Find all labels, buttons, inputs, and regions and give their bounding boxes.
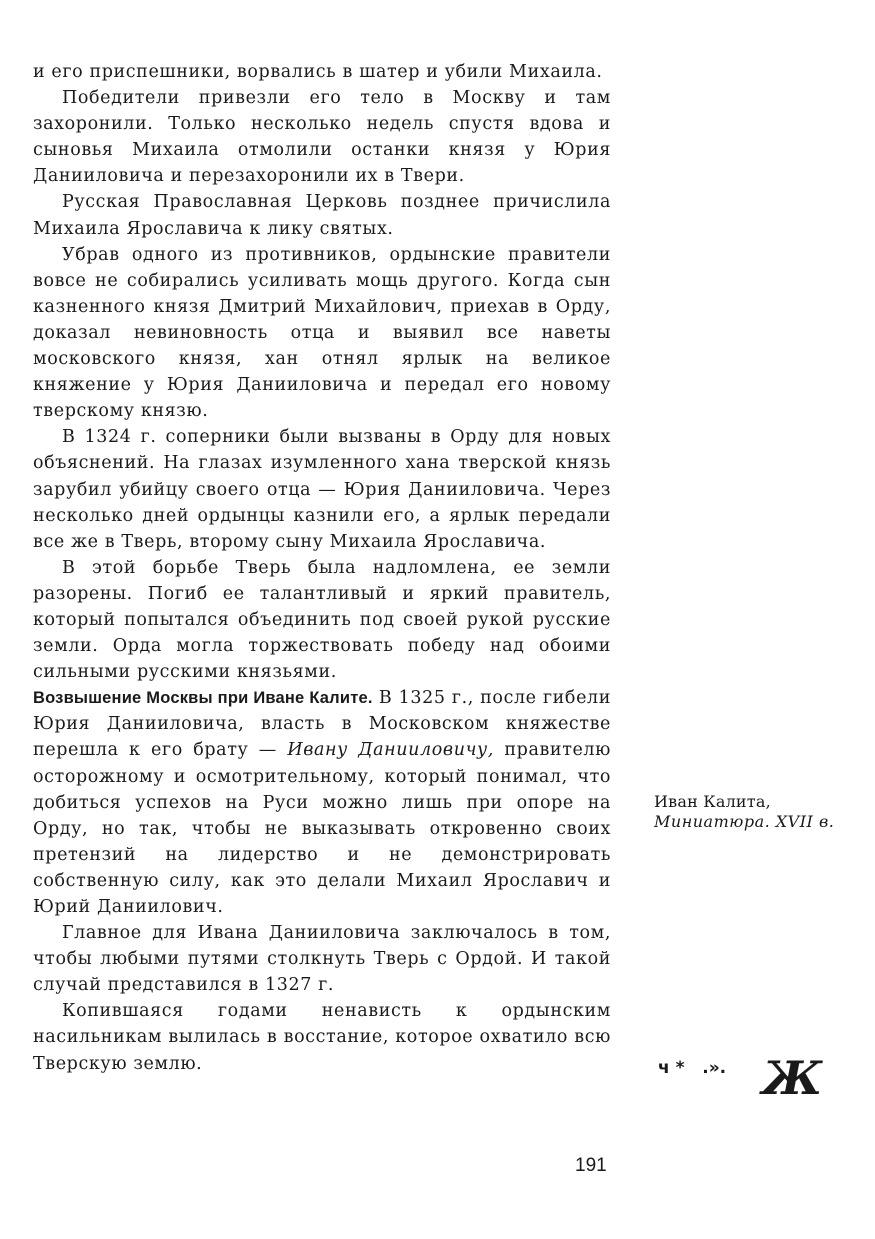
- paragraph-2: Победители привезли его тело в Москву и там захоронили. Только несколько недель спустя вдова и сыновья Михаила отмолили останки князя у Юрия Данииловича и перезахоронили их в Твери.: [33, 88, 611, 187]
- paragraph-9: Копившаяся годами ненависть к ордынским насильникам вылилась в восстание, которое охватило всю Тверскую землю.: [33, 1001, 611, 1074]
- section-heading: Возвышение Москвы при Иване Калите.: [33, 689, 373, 708]
- paragraph-1: и его приспешники, ворвались в шатер и убили Михаила.: [33, 62, 603, 82]
- caption-subtitle: Миниатюра. XVII в.: [654, 812, 835, 831]
- paragraph-3: Русская Православная Церковь позднее причислила Михаила Ярославича к лику святых.: [33, 192, 611, 239]
- scan-artifact-marks: ч * .».: [658, 1058, 727, 1078]
- paragraph-7-name: Ивану Данииловичу,: [287, 740, 494, 761]
- paragraph-4: Убрав одного из противников, ордынские правители вовсе не собирались усиливать мощь другого. Когда сын казненного князя Дмитрий Михайлович, приехав в Орду, доказал невиновность отца и выявил все наветы московского князя, хан отнял ярлык на великое княжение у Юрия Данииловича и передал его новому тверскому князю.: [33, 244, 611, 422]
- paragraph-7-lead: В 1325 г., после гибели Юрия Данииловича, власть в Московском княжестве перешла к его брату —: [33, 688, 612, 761]
- paragraph-5: В 1324 г. соперники были вызваны в Орду для новых объяснений. На глазах изумленного хана тверской князь зарубил убийцу своего отца — Юрия Данииловича. Через несколько дней ордынцы казнили его, а ярлык передали все же в Тверь, второму сыну Михаила Ярославича.: [33, 427, 611, 552]
- illustration-caption: [654, 792, 834, 832]
- main-text-column: [33, 59, 611, 1077]
- page-number: 191: [575, 1155, 607, 1176]
- paragraph-8: Главное для Ивана Данииловича заключалось в том, чтобы любыми путями столкнуть Тверь с Ордой. И такой случай представился в 1327 г.: [33, 923, 611, 996]
- paragraph-6: В этой борьбе Тверь была надломлена, ее земли разорены. Погиб ее талантливый и яркий правитель, который попытался объединить под своей рукой русские земли. Орда могла торжествовать победу над обоими сильными русскими князьями.: [33, 557, 611, 683]
- paragraph-7-rest: правителю осторожному и осмотрительному, который понимал, что добиться успехов на Руси можно лишь при опоре на Орду, но так, чтобы не выказывать откровенно своих претензий на лидерство и не демонстрировать собственную силу, как это делали Михаил Ярославич и Юрий Даниилович.: [33, 740, 611, 917]
- scan-artifact-glyph: Ж: [762, 1051, 823, 1105]
- paragraph-7: [33, 685, 611, 920]
- caption-title: Иван Калита,: [654, 792, 771, 811]
